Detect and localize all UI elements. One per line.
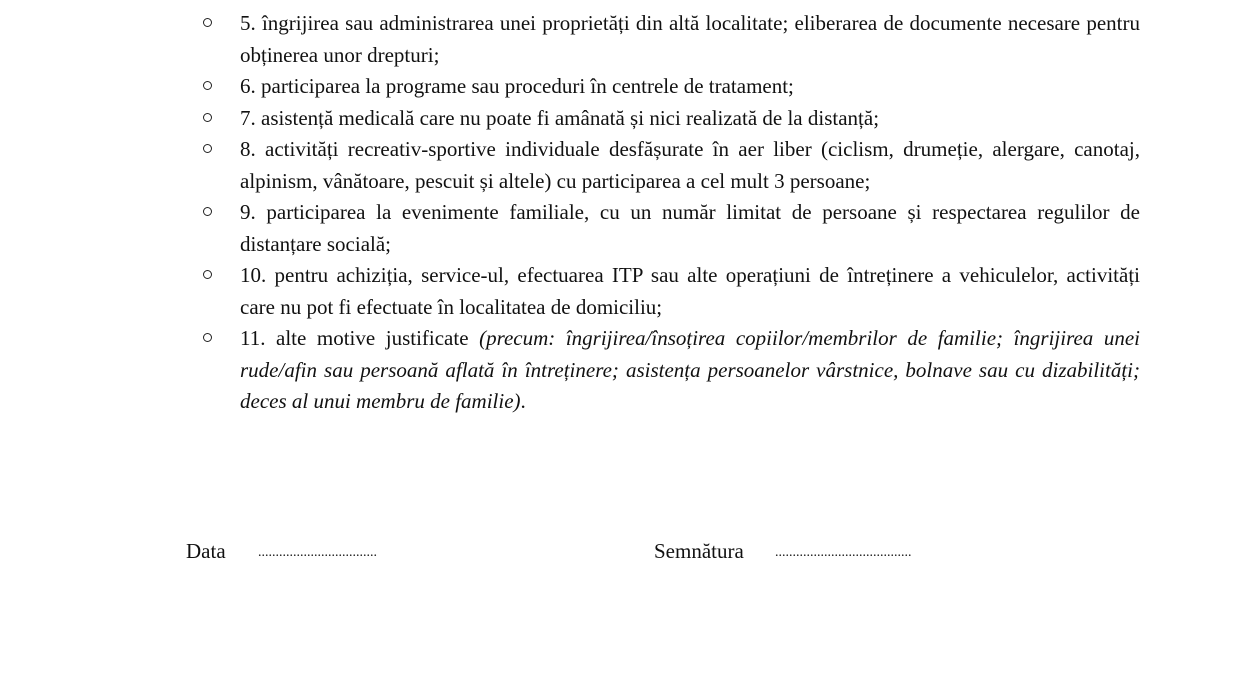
list-item-text — [240, 323, 1140, 418]
list-item — [0, 8, 1239, 71]
list-item — [0, 103, 1239, 135]
list-item-text: 9. participarea la evenimente familiale, cu un număr limitat de persoane și respectarea regulilor de distanțare socială; — [240, 200, 1140, 256]
hollow-circle-bullet-icon — [203, 18, 212, 27]
list-item-text-prefix: 11. alte motive justificate — [240, 326, 480, 350]
date-field-dots: .................................. — [258, 545, 377, 560]
date-label: Data — [186, 539, 226, 563]
list-item — [0, 197, 1239, 260]
hollow-circle-bullet-icon — [203, 81, 212, 90]
list-item — [0, 71, 1239, 103]
signature-label: Semnătura — [654, 539, 744, 563]
reasons-list — [0, 8, 1239, 418]
list-item — [0, 134, 1239, 197]
hollow-circle-bullet-icon — [203, 144, 212, 153]
list-item-text: 5. îngrijirea sau administrarea unei proprietăți din altă localitate; eliberarea de documente necesare pentru obținerea unor drepturi; — [240, 11, 1140, 67]
list-item-text: 6. participarea la programe sau proceduri în centrele de tratament; — [240, 74, 794, 98]
list-item — [0, 323, 1239, 418]
list-item-text: 8. activități recreativ-sportive individuale desfășurate în aer liber (ciclism, drumeție, alergare, canotaj, alpinism, vânătoare, pescuit și altele) cu participarea a cel mult 3 persoane; — [240, 137, 1140, 193]
hollow-circle-bullet-icon — [203, 270, 212, 279]
hollow-circle-bullet-icon — [203, 207, 212, 216]
list-item-text: 7. asistență medicală care nu poate fi amânată și nici realizată de la distanță; — [240, 105, 880, 130]
list-item — [0, 260, 1239, 323]
signature-row — [0, 536, 1239, 566]
list-item-text-suffix: . — [520, 389, 526, 413]
hollow-circle-bullet-icon — [203, 113, 212, 122]
list-item-text: 10. pentru achiziția, service-ul, efectuarea ITP sau alte operațiuni de întreținere a vehiculelor, activități care nu pot fi efectuate în localitatea de domiciliu; — [240, 263, 1140, 319]
list-item-text-italic: (precum: îngrijirea/însoțirea copiilor/membrilor de familie; îngrijirea unei rude/afin sau persoană aflată în întreținere; asistența persoanelor vârstnice, bolnave sau cu dizabilități; deces al unui membru de familie) — [240, 326, 1141, 413]
signature-field-dots: ....................................... — [775, 545, 912, 560]
hollow-circle-bullet-icon — [203, 333, 212, 342]
